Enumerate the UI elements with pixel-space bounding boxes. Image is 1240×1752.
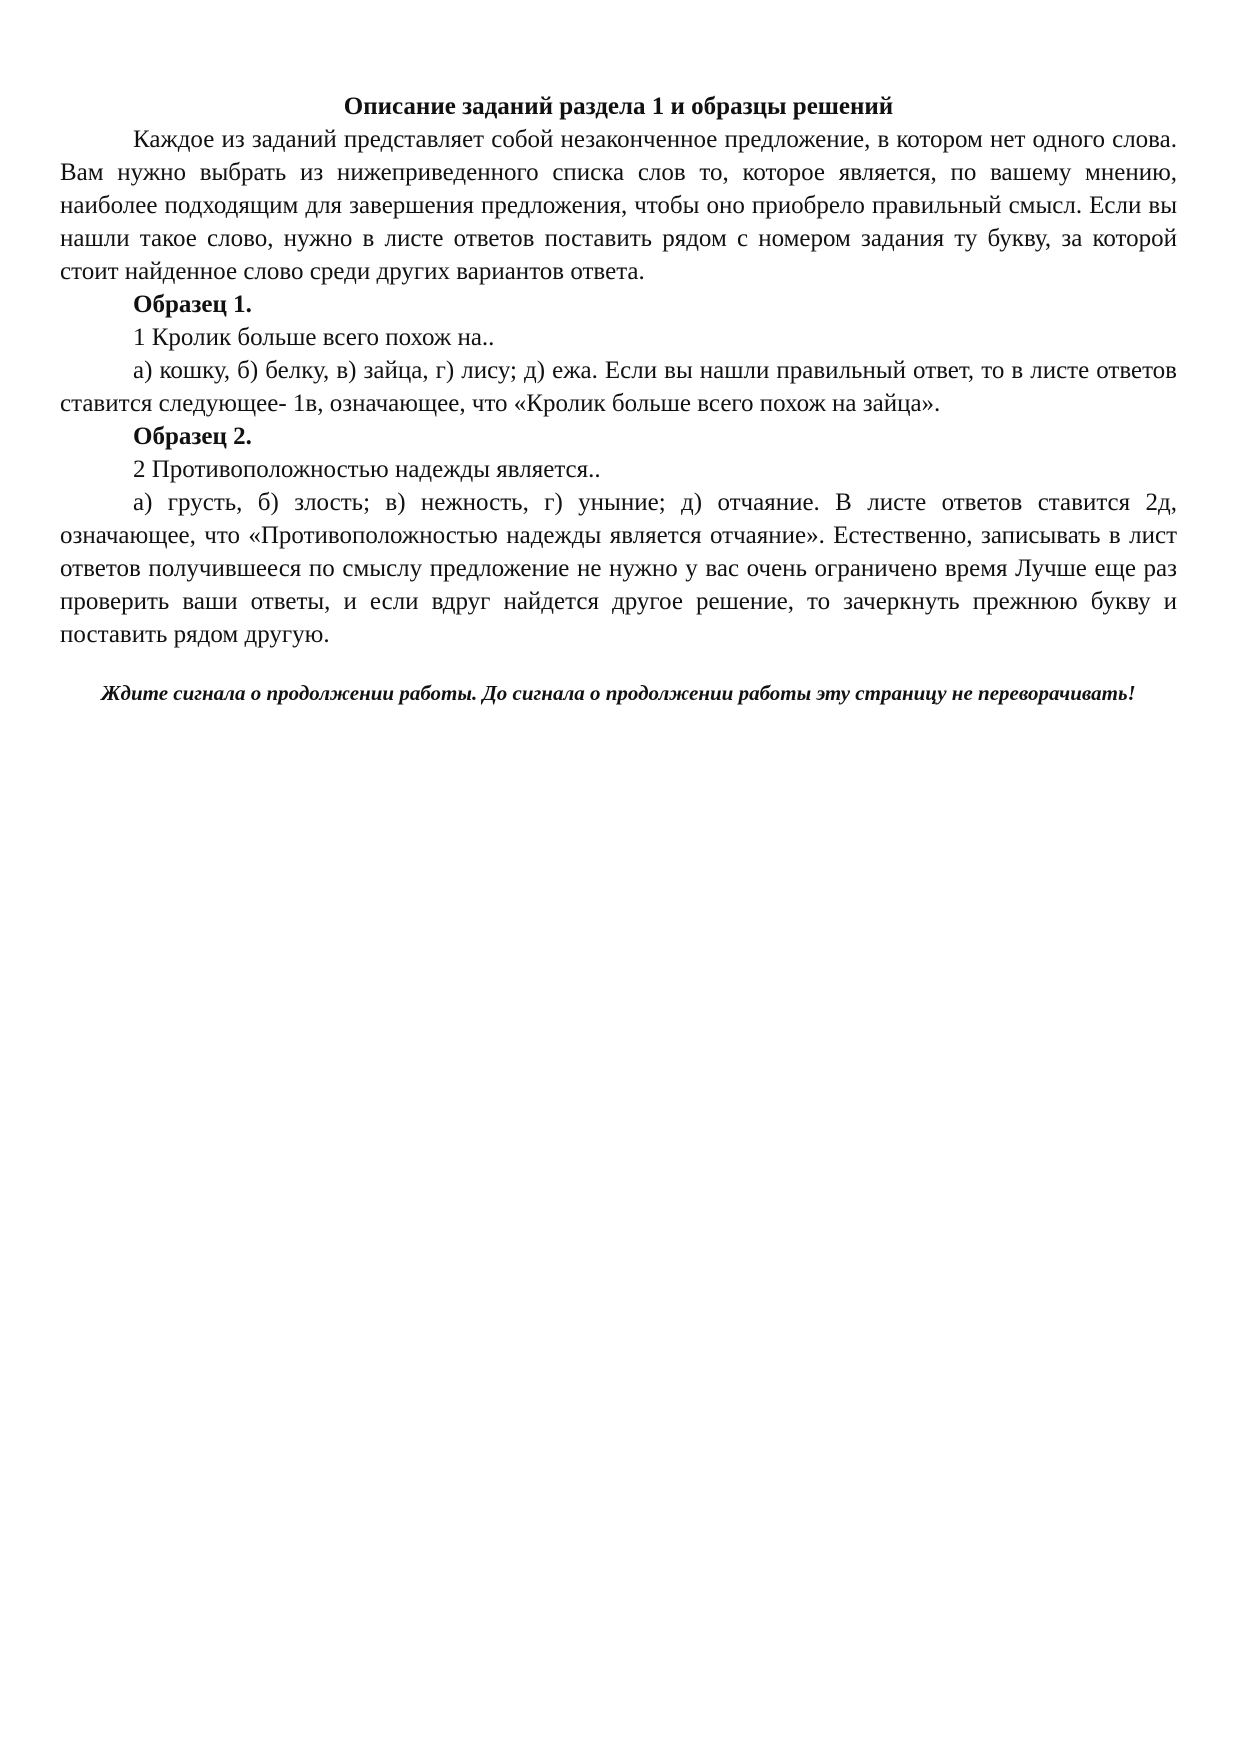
sample-1-explanation: а) кошку, б) белку, в) зайца, г) лису; д) ежа. Если вы нашли правильный ответ, то в листе ответов ставится следующее- 1в, означающее, что «Кролик больше всего похож на зайца». [60,357,1177,417]
wait-signal-notice: Ждите сигнала о продолжении работы. До сигнала о продолжении работы эту страницу не переворачивать! [101,681,1136,705]
intro-paragraph: Каждое из заданий представляет собой незаконченное предложение, в котором нет одного слова. Вам нужно выбрать из нижеприведенного списка слов то, которое является, по вашему мнению, наиболее подходящим для завершения предложения, чтобы оно приобрело правильный смысл. Если вы нашли такое слово, нужно в листе ответов поставить рядом с номером задания ту букву, за которой стоит найденное слово среди других вариантов ответа. [60,126,1177,285]
sample-2-explanation: а) грусть, б) злость; в) нежность, г) уныние; д) отчаяние. В листе ответов ставится 2д, означающее, что «Противоположностью надежды является отчаяние». Естественно, записывать в лист ответов получившееся по смыслу предложение не нужно у вас очень ограничено время Лучше еще раз проверить ваши ответы, и если вдруг найдется другое решение, то зачеркнуть прежнюю букву и поставить рядом другую. [60,489,1177,648]
document-body [60,90,1177,706]
sample-1-heading: Образец 1. [133,291,252,318]
sample-2-question: 2 Противоположностью надежды является.. [133,456,601,483]
sample-2-heading: Образец 2. [133,423,252,450]
page-title: Описание заданий раздела 1 и образцы решений [343,93,894,120]
sample-1-question: 1 Кролик больше всего похож на.. [133,324,495,351]
